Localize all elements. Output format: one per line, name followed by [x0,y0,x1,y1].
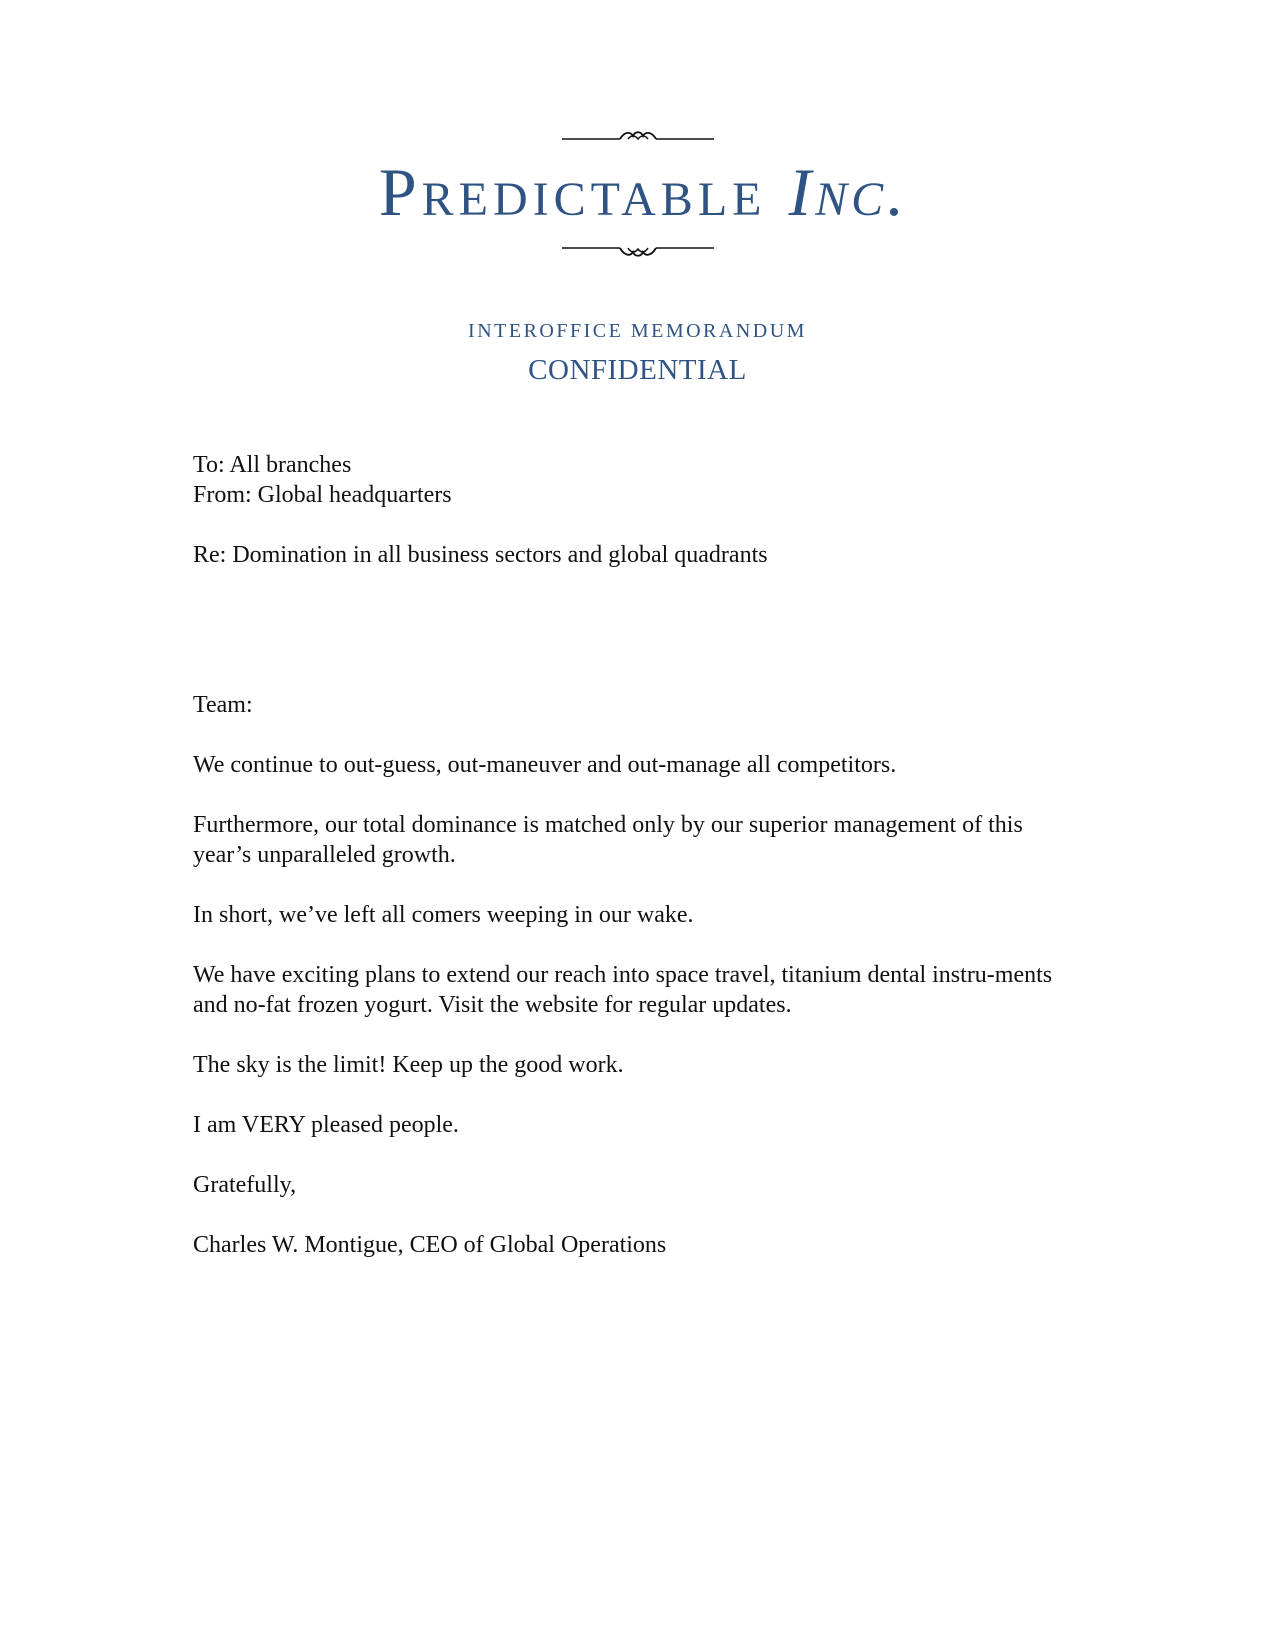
company-name-main: Predictable [378,154,767,230]
memo-paragraph: We have exciting plans to extend our reach into space travel, titanium dental instru-ments and no-fat frozen yogurt. Visit the website for regular updates. [193,962,1053,1018]
letterhead [0,128,1275,262]
memo-signature: Charles W. Montigue, CEO of Global Operations [193,1232,667,1258]
memo-content [193,450,1073,1260]
memo-paragraph: I am VERY pleased people. [193,1112,459,1138]
company-name-suffix: Inc. [788,154,909,230]
ornament-flourish-top-icon [558,128,718,146]
memo-paragraph: The sky is the limit! Keep up the good work. [193,1052,624,1078]
memo-salutation: Team: [193,692,253,718]
memo-closing: Gratefully, [193,1172,297,1198]
memo-subject: Re: Domination in all business sectors and global quadrants [193,542,768,568]
ornament-flourish-bottom-icon [558,242,718,262]
memo-to: To: All branches [193,452,352,478]
memo-from: From: Global headquarters [193,482,452,508]
memo-classification: CONFIDENTIAL [528,354,747,386]
memo-type-label: INTEROFFICE MEMORANDUM [468,320,807,342]
memo-paragraph: We continue to out-guess, out-maneuver and out-manage all competitors. [193,752,897,778]
memo-paragraph: Furthermore, our total dominance is matched only by our superior management of this year’s unparalleled growth. [193,812,1023,868]
company-name [0,152,1275,232]
memo-paragraph: In short, we’ve left all comers weeping in our wake. [193,902,694,928]
